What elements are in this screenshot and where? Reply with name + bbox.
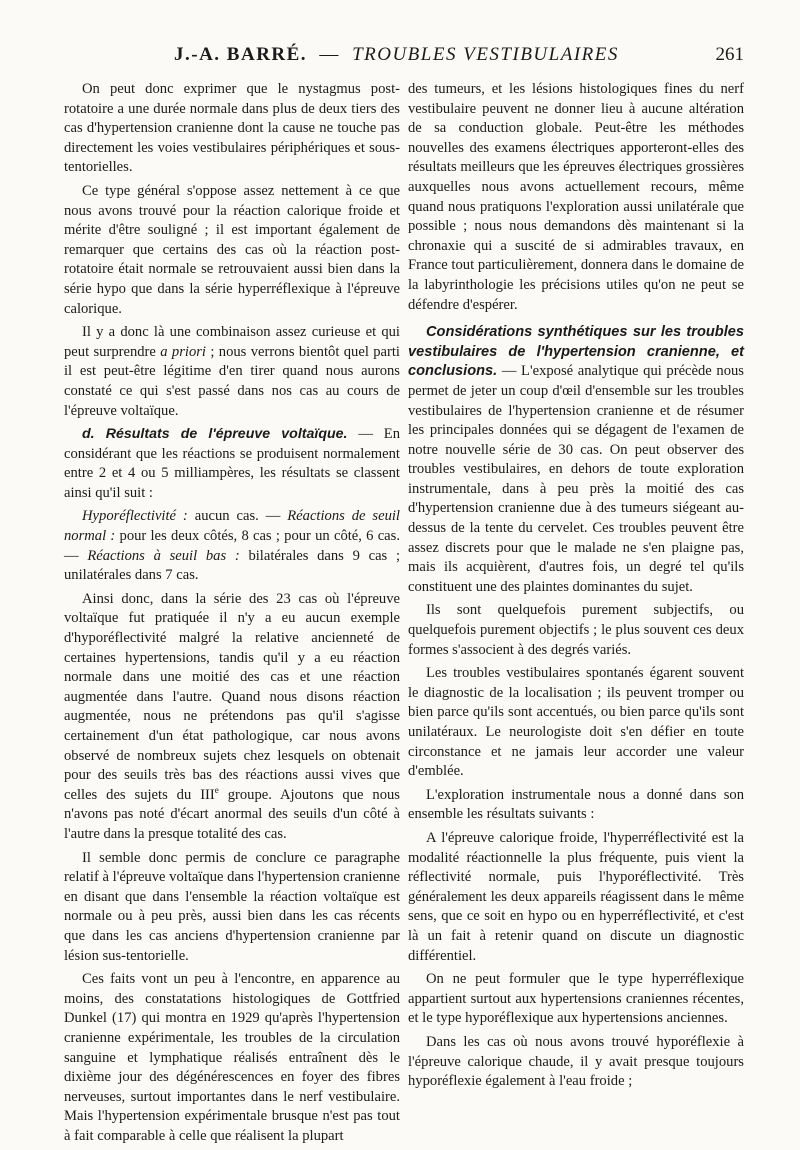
emphasis: Hyporéflectivité : <box>82 508 188 525</box>
right-column <box>408 80 744 1096</box>
text-run: pour les deux côtés, 8 cas ; pour un côté, 6 cas. — <box>64 528 400 564</box>
text-run: aucun cas. — <box>194 508 281 525</box>
paragraph: Ce type général s'oppose assez nettement à ce que nous avons trouvé pour la réaction calorique froide et mérite d'être souligné ; il est important également de remarquer que certains des cas où la réaction post-rotatoire était normale se retrouvaient aussi bien dans la série hypo que dans la série hyperréflexique à l'épreuve calorique. <box>64 182 400 317</box>
section-heading-conclusions: Considérations synthétiques sur les troubles vestibulaires de l'hypertension cranienne, et conclusions. <box>408 324 744 380</box>
paragraph <box>64 323 400 421</box>
text-run: bilatérales dans 9 cas ; unilatérales dans 7 cas. <box>64 547 400 584</box>
paragraph: On peut donc exprimer que le nystagmus post-rotatoire a une durée normale dans plus de deux tiers des cas d'hypertension cranienne dont la cause ne touche pas directement les voies vestibulaires périphériques et sous-tentorielles. <box>64 81 400 176</box>
text-run: — L'exposé analytique qui précède nous permet de jeter un coup d'œil d'ensemble sur les troubles vestibulaires de l'hypertension cranienne et de résumer les principales données qui se dégagent de l'examen de notre nouvelle série de 30 cas. On peut observer des troubles vestibulaires, en dehors de toute exploration instrumentale, dans à peu près la moitié des cas d'hypertension cranienne due à des tumeurs siégeant au-dessus de la tente du cervelet. Ces troubles peuvent être assez discrets pour que le malade ne s'en plaigne pas, mais ils acquièrent, d'autres fois, un degré tel qu'ils constituent une des plaintes dominantes du sujet. <box>408 363 744 595</box>
text-run: ; nous verrons bientôt quel parti il est peut-être légitime d'en tirer quand nous aurons constaté ce qui s'est passé dans nos cas au cours de l'épreuve voltaïque. <box>64 343 400 419</box>
paragraph: Les troubles vestibulaires spontanés égarent souvent le diagnostic de la localisation ; ils peuvent tromper ou bien parce qu'ils sont accentués, ou bien parce qu'ils sont unilatéraux. Le neurologiste doit s'en défier en toute circonstance et ne jamais leur accorder une valeur d'emblée. <box>408 665 744 780</box>
paragraph: A l'épreuve calorique froide, l'hyperréflectivité est la modalité réactionnelle la plus fréquente, puis vient la réflectivité normale, puis l'hyporéflectivité. Très généralement les deux appareils réagissent dans le même sens, que ce soit en hypo ou en hyperréflectivité, et c'est là un fait à retenir quand on discute un diagnostic différentiel. <box>408 829 744 964</box>
paragraph <box>64 425 400 503</box>
emphasis: Réactions de seuil normal : <box>64 508 400 545</box>
running-title <box>174 44 619 66</box>
section-heading-d: d. Résultats de l'épreuve voltaïque. <box>82 426 348 443</box>
header-author: J.-A. BARRÉ. <box>174 44 308 65</box>
text-run: Il y a donc là une combinaison assez curieuse et qui peut surprendre <box>64 324 400 360</box>
superscript: e <box>214 784 219 795</box>
running-header <box>64 40 744 70</box>
paragraph <box>64 507 400 585</box>
paragraph: On ne peut formuler que le type hyperréflexique appartient surtout aux hypertensions craniennes récentes, et le type hyporéflexique aux hypertensions anciennes. <box>408 971 744 1027</box>
paragraph <box>408 323 744 597</box>
paragraph: Il semble donc permis de conclure ce paragraphe relatif à l'épreuve voltaïque dans l'hypertension cranienne en disant que dans l'ensemble la réaction voltaïque est normale ou à peu près, aussi bien dans les cas récents que dans les cas anciens d'hypertension cranienne par lésion sus-tentorielle. <box>64 849 400 964</box>
page-number: 261 <box>715 44 744 65</box>
header-section-title: TROUBLES VESTIBULAIRES <box>352 44 619 65</box>
left-column <box>64 80 400 1150</box>
paragraph: Ces faits vont un peu à l'encontre, en apparence au moins, des constatations histologiques de Gottfried Dunkel (17) qui montra en 1929 qu'après l'hypertension cranienne expérimentale, les troubles de la circulation sanguine et lymphatique réalisés entraînent dès le dixième jour des dégénérescences en foyer des fibres nerveuses, surtout importantes dans le nerf vestibulaire. Mais l'hypertension expérimentale brusque n'est pas tout à fait comparable à celle que réalisent la plupart <box>64 971 400 1144</box>
text-run: — En considérant que les réactions se produisent normalement entre 2 et 4 ou 5 milliampères, les résultats se classent ainsi qu'il suit : <box>64 426 400 501</box>
paragraph: Ils sont quelquefois purement subjectifs, ou quelquefois purement objectifs ; le plus souvent ces deux formes s'associent à des degrés variés. <box>408 602 744 658</box>
text-run: groupe. Ajoutons que nous n'avons pas noté d'écart anormal des seuils d'un côté à l'autre dans la presque totalité des cas. <box>64 786 400 842</box>
paragraph <box>64 590 400 845</box>
paragraph: L'exploration instrumentale nous a donné dans son ensemble les résultats suivants : <box>408 786 744 823</box>
paragraph: des tumeurs, et les lésions histologiques fines du nerf vestibulaire peuvent ne donner lieu à aucune altération de sa conduction globale. Peut-être les méthodes nouvelles des examens électriques apporteront-elles des résultats meilleurs que les épreuves électriques grossières auxquelles nous avons actuellement recours, même quand nous pratiquons l'exploration aussi unilatérale que possible ; nous nous demandons dès maintenant si la chronaxie qui a suscité de si admirables travaux, en France tout particulièrement, donnera dans le domaine de la labyrinthologie les précisions utiles qu'on ne peut se défendre d'espérer. <box>408 81 744 313</box>
emphasis: a priori <box>160 343 206 360</box>
emphasis: Réactions à seuil bas : <box>87 547 240 564</box>
text-run: Ainsi donc, dans la série des 23 cas où l'épreuve voltaïque fut pratiquée il n'y a eu aucun exemple d'hyporéflectivité malgré la relative ancienneté de certaines hypertensions, tandis qu'il y a eu réaction normale dans une moitié des cas et une réaction augmentée dans l'autre. Quand nous disons réaction augmentée, nous ne prétendons pas qu'il s'agisse certainement d'un état pathologique, car nous avons observé de nombreux sujets chez lesquels on obtenait pour des seuils très bas des réactions aussi vives que celles des sujets du III <box>64 590 400 803</box>
header-separator: — <box>319 44 340 65</box>
paragraph: Dans les cas où nous avons trouvé hyporéflexie à l'épreuve calorique chaude, il y avait presque toujours hyporéflexie également à l'eau froide ; <box>408 1033 744 1090</box>
